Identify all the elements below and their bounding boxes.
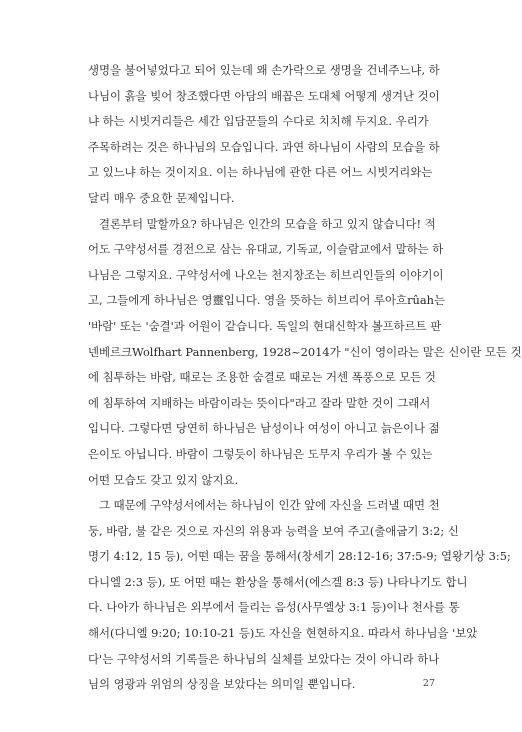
text-line: 고, 그들에게 하나님은 영靈입니다. 영을 뜻하는 히브리어 루아흐rûah는 — [88, 293, 445, 308]
body-text — [88, 58, 522, 698]
text-line: 냐 하는 시빗거리들은 세간 입담꾼들의 수다로 치치해 두지요. 우리가 — [88, 114, 429, 129]
text-line: 다'는 구약성서의 기록들은 하나님의 실체를 보았다는 것이 아니라 하나 — [88, 651, 440, 666]
text-line: 생명을 불어넣었다고 되어 있는데 왜 손가락으로 생명을 건네주느냐, 하 — [88, 63, 440, 77]
text-line: 넨베르크Wolfhart Pannenberg, 1928~2014가 "신이 영이라는 말은 신이란 모든 것 — [88, 344, 522, 359]
text-line: 해서(다니엘 9:20; 10:10-21 등)도 자신을 현현하지요. 따라서 하나님을 '보았 — [88, 626, 478, 641]
paragraph-2 — [88, 212, 522, 494]
text-line: 에 침투하는 바람, 때로는 조용한 숨결로 때로는 거센 폭풍으로 모든 것 — [88, 370, 436, 385]
text-line: 어떤 모습도 갖고 있지 않지요. — [88, 472, 239, 487]
page-number: 27 — [422, 678, 435, 689]
text-line: 달리 매우 중요한 문제입니다. — [88, 190, 235, 205]
text-line: '바람' 또는 '숨결'과 어원이 같습니다. 독일의 현대신학자 볼프하르트 판 — [88, 318, 442, 333]
text-line: 어도 구약성서를 경전으로 삼는 유대교, 기독교, 이슬람교에서 말하는 하 — [88, 242, 444, 257]
text-line: 은이도 아닙니다. 바람이 그렇듯이 하나님은 도무지 우리가 볼 수 있는 — [88, 446, 433, 461]
text-line: 둥, 바람, 불 같은 것으로 자신의 위용과 능력을 보여 주고(출애굽기 3:2; 신 — [88, 523, 459, 538]
text-line: 그 때문에 구약성서에서는 하나님이 인간 앞에 자신을 드러낼 때면 천 — [99, 498, 440, 513]
text-line: 입니다. 그렇다면 당연히 하나님은 남성이나 여성이 아니고 늙은이나 젊 — [88, 421, 440, 436]
text-line: 주목하려는 것은 하나님의 모습입니다. 과연 하나님이 사람의 모습을 하 — [88, 139, 440, 154]
text-line: 결론부터 말할까요? 하나님은 인간의 모습을 하고 있지 않습니다! 적 — [99, 216, 436, 231]
text-line: 님의 영광과 위엄의 상징을 보았다는 의미일 뿐입니다. — [88, 677, 356, 692]
text-line: 나님은 그렇지요. 구약성서에 나오는 천지창조는 히브리인들의 이야기이 — [88, 267, 444, 282]
text-line: 에 침투하여 지배하는 바람이라는 뜻이다"라고 잘라 말한 것이 그래서 — [88, 395, 431, 410]
text-line: 다니엘 2:3 등), 또 어떤 때는 환상을 통해서(에스겔 8:3 등) 나타나기도 합니 — [88, 574, 468, 589]
text-line: 명기 4:12, 15 등), 어떤 때는 꿈을 통해서(창세기 28:12-16; 37:5-9; 열왕기상 3:5; — [88, 549, 511, 564]
text-line: 다. 나아가 하나님은 외부에서 들리는 음성(사무엘상 3:1 등)이나 천사를 통 — [88, 600, 460, 615]
text-line: 고 있느냐 하는 것이지요. 이는 하나님에 관한 다른 어느 시빗거리와는 — [88, 165, 433, 180]
paragraph-1 — [88, 58, 440, 212]
paragraph-3 — [88, 493, 511, 698]
text-line: 나님이 흙을 빚어 창조했다면 아담의 배꼽은 도대체 어떻게 생겨난 것이 — [88, 88, 440, 103]
